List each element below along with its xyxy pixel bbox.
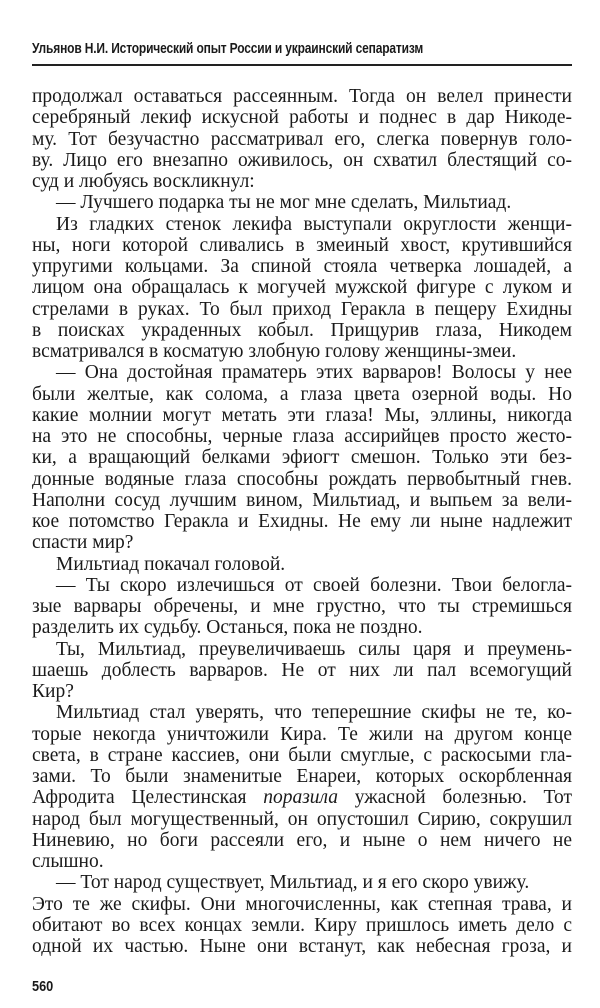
text-line: на это не способны, черные глаза ассирийцев просто жесто- <box>32 426 572 447</box>
text-line: суд и любуясь воскликнул: <box>32 171 255 192</box>
header-rule <box>32 64 572 66</box>
text-line: всматривался в косматую злобную голову женщины-змеи. <box>32 341 517 362</box>
text-line: какие молнии могут метать эти глаза! Мы, эллины, никогда <box>32 404 572 426</box>
text-line: разделить их судьбу. Останься, пока не поздно. <box>32 617 423 639</box>
text-line: Кир? <box>32 681 74 702</box>
text-line: — Лучшего подарка ты не мог мне сделать, Мильтиад. <box>56 192 512 214</box>
text-line: обитают во всех концах земли. Киру пришлось иметь дело с <box>32 914 572 936</box>
text-line: кое потомство Геракла и Ехидны. Не ему ли ныне надлежит <box>32 511 572 532</box>
text-line: — Тот народ существует, Мильтиад, и я его скоро увижу. <box>56 872 530 894</box>
page-number: 560 <box>32 978 54 995</box>
text-line: народ был могущественный, он опустошил Сирию, сокрушил <box>32 808 572 830</box>
text-line: шаешь доблесть варваров. Не от них ли пал всемогущий <box>32 659 572 681</box>
text-line: Это те же скифы. Они многочисленны, как степная трава, и <box>32 893 572 915</box>
running-header: Ульянов Н.И. Исторический опыт России и украинский сепаратизм <box>32 40 424 57</box>
text-line: ву. Лицо его внезапно оживилось, он схватил блестящий со- <box>32 149 572 171</box>
text-line: ны, ноги которой сливались в змеиный хвост, крутившийся <box>32 234 572 256</box>
text-line: Наполни сосуд лучшим вином, Мильтиад, и выпьем за вели- <box>32 489 572 511</box>
text-line: Из гладких стенок лекифа выступали округлости женщи- <box>56 213 572 235</box>
text-line <box>32 787 572 808</box>
text-line: ки, а вращающий белками эфиогт смешон. Только эти без- <box>32 447 572 469</box>
italic-emphasis: поразила <box>263 787 339 809</box>
text-line: Мильтиад покачал головой. <box>56 553 286 575</box>
text-span: ужасной болезнью. Тот <box>338 787 572 809</box>
text-line: зами. То были знаменитые Енареи, которых оскорбленная <box>32 766 572 787</box>
text-line: Ты, Мильтиад, преувеличиваешь силы царя и преумень- <box>56 638 572 660</box>
text-line: Ниневию, но боги рассеяли его, и ныне о нем ничего не <box>32 829 572 851</box>
text-line: — Она достойная праматерь этих варваров! Волосы у нее <box>56 362 572 384</box>
body-text <box>32 86 572 957</box>
text-line: зые варвары обречены, и мне грустно, что ты стремишься <box>32 596 572 617</box>
text-line: продолжал оставаться рассеянным. Тогда он велел принести <box>32 86 572 107</box>
text-span: Афродита Целестинская <box>32 787 264 809</box>
text-line: — Ты скоро излечишься от своей болезни. Твои белогла- <box>56 574 572 596</box>
text-line: упругими кольцами. За спиной стояла четверка лошадей, а <box>32 256 572 277</box>
text-line: света, в стране кассиев, они были смуглые, с раскосыми гла- <box>32 744 572 766</box>
text-line: стрелами в руках. То был приход Геракла в пещеру Ехидны <box>32 298 572 320</box>
text-line: серебряный лекиф искусной работы и поднес в дар Никоде- <box>32 107 572 129</box>
text-line: донные водяные глаза способны рождать первобытный гнев. <box>32 468 572 490</box>
text-line: лицом она обращалась к могучей мужской фигуре с луком и <box>32 277 572 299</box>
text-line: му. Тот безучастно рассматривал его, слегка повернув голо- <box>32 128 572 150</box>
text-line: Мильтиад стал уверять, что теперешние скифы не те, ко- <box>56 702 572 724</box>
text-line: одной их частью. Ныне они встанут, как небесная гроза, и <box>32 936 572 957</box>
text-line: в поисках украденных кобыл. Прищурив глаза, Никодем <box>32 319 572 341</box>
text-line: слышно. <box>32 851 104 872</box>
text-line: торые некогда уничтожили Кира. Те жили на другом конце <box>32 723 572 745</box>
text-line: были желтые, как солома, а глаза цвета озерной воды. Но <box>32 383 572 405</box>
text-line: спасти мир? <box>32 532 134 554</box>
